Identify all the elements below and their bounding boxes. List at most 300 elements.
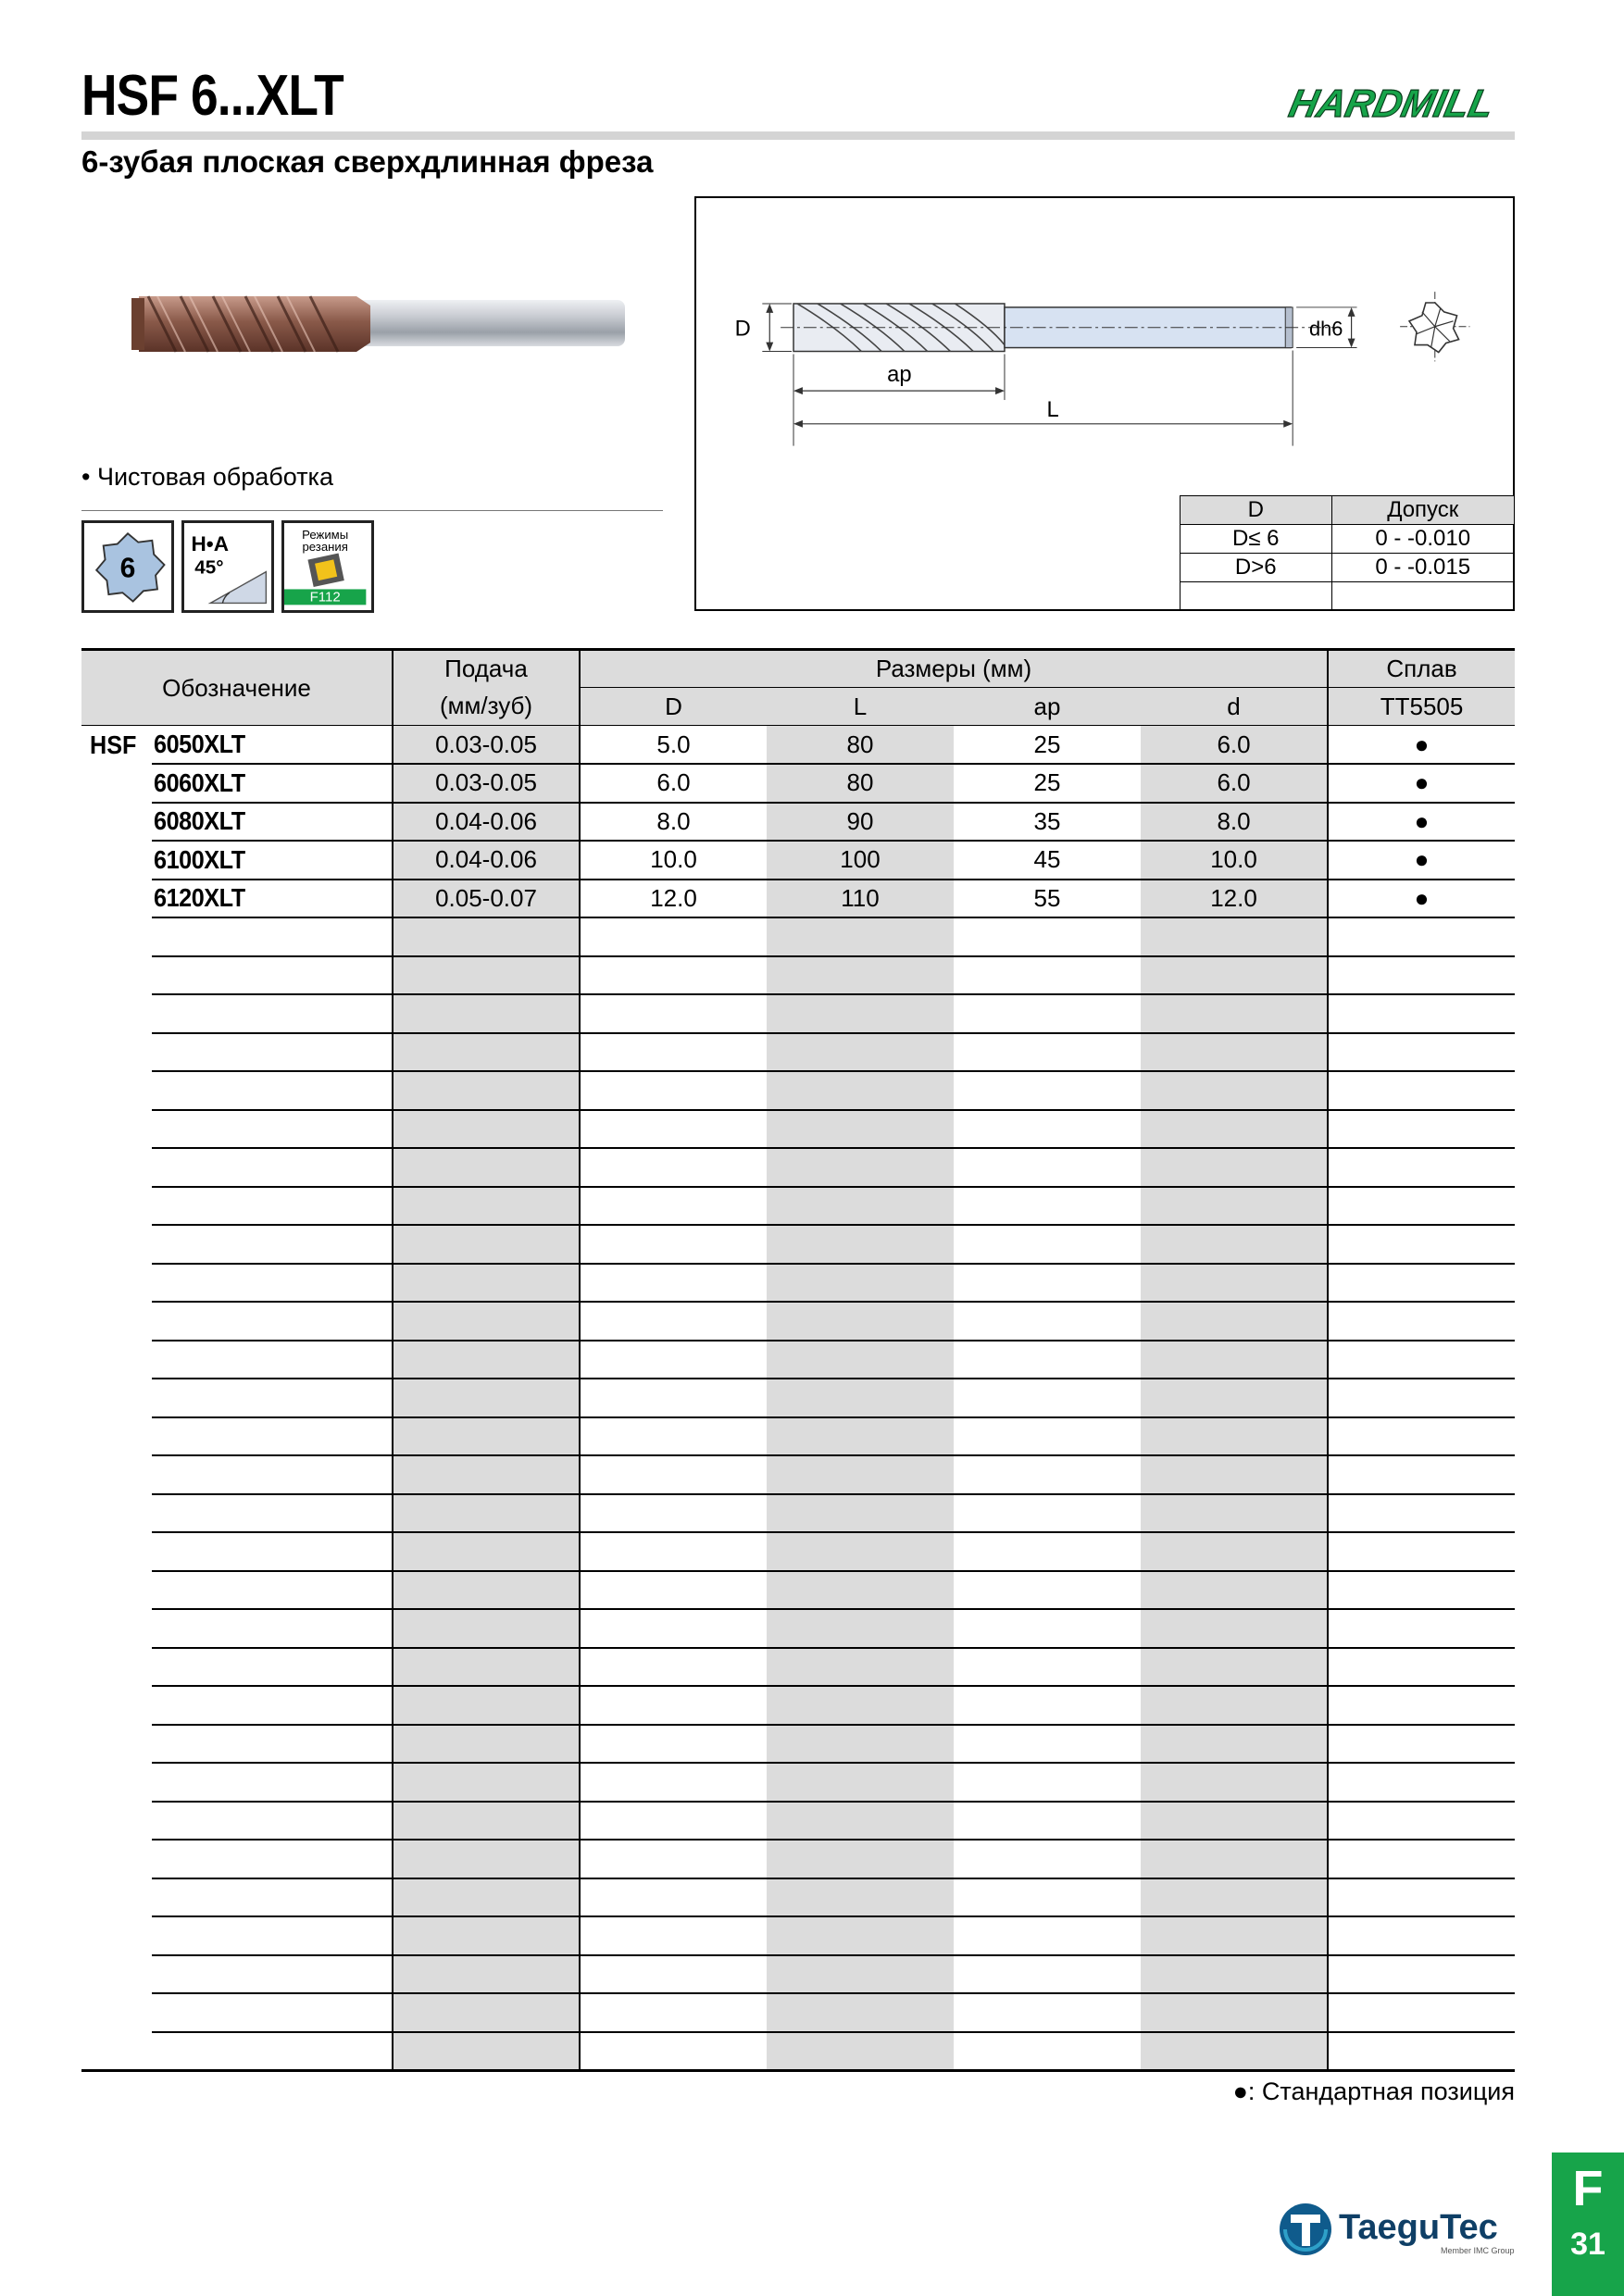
row-prefix xyxy=(81,1878,152,1917)
brand-subtitle: Member IMC Group xyxy=(1441,2246,1515,2255)
grade-availability-cell xyxy=(1328,1993,1515,2032)
designation-cell xyxy=(152,917,393,956)
diameter-cell xyxy=(580,1071,767,1110)
ap-cell xyxy=(954,1609,1141,1648)
grade-availability-cell-text: ● xyxy=(1414,730,1430,758)
diameter-cell xyxy=(580,1763,767,1802)
ap-cell xyxy=(954,726,1141,765)
helix-angle-icon xyxy=(181,520,274,613)
table-row xyxy=(81,1686,1515,1725)
ap-cell xyxy=(954,1417,1141,1456)
tol-header-d: D xyxy=(1181,496,1332,525)
shank-diameter-cell xyxy=(1141,917,1328,956)
feed-cell xyxy=(393,956,580,995)
diameter-cell xyxy=(580,726,767,765)
ap-cell-text: 25 xyxy=(1033,768,1061,797)
diameter-cell-text: 5.0 xyxy=(656,730,691,758)
cutting-label-top: Режимы xyxy=(302,527,349,542)
table-row xyxy=(81,1571,1515,1610)
shank-diameter-cell-text: 12.0 xyxy=(1210,883,1257,912)
feed-cell xyxy=(393,726,580,765)
ap-cell xyxy=(954,1955,1141,1994)
shank-diameter-cell xyxy=(1141,1071,1328,1110)
table-row xyxy=(81,1648,1515,1687)
row-prefix xyxy=(81,1033,152,1072)
feed-cell xyxy=(393,1955,580,1994)
table-row xyxy=(81,994,1515,1033)
designation-cell-text: 6080XLT xyxy=(154,806,245,836)
helix-label: H•A xyxy=(191,532,229,556)
table-row xyxy=(81,1955,1515,1994)
row-prefix xyxy=(81,1648,152,1687)
designation-cell xyxy=(152,1571,393,1610)
feed-cell xyxy=(393,1225,580,1264)
feed-cell xyxy=(393,1571,580,1610)
length-cell xyxy=(767,1648,954,1687)
shank-diameter-cell xyxy=(1141,1148,1328,1187)
ap-cell xyxy=(954,1341,1141,1379)
diameter-cell xyxy=(580,1648,767,1687)
shank-diameter-cell xyxy=(1141,1033,1328,1072)
feed-cell xyxy=(393,1417,580,1456)
row-prefix xyxy=(81,1071,152,1110)
tol-header-tolerance: Допуск xyxy=(1331,496,1515,525)
shank-diameter-cell xyxy=(1141,1725,1328,1764)
row-prefix xyxy=(81,1455,152,1494)
section-letter: F xyxy=(1572,2161,1604,2216)
shank-diameter-cell xyxy=(1141,1648,1328,1687)
table-row xyxy=(81,1148,1515,1187)
shank-diameter-cell xyxy=(1141,726,1328,765)
row-prefix xyxy=(81,1571,152,1610)
length-cell xyxy=(767,1379,954,1417)
row-prefix xyxy=(81,1264,152,1303)
feed-cell xyxy=(393,1686,580,1725)
diameter-cell xyxy=(580,764,767,803)
table-row xyxy=(81,1532,1515,1571)
table-row xyxy=(81,1802,1515,1841)
row-prefix xyxy=(81,994,152,1033)
row-prefix xyxy=(81,1802,152,1841)
length-cell xyxy=(767,956,954,995)
table-row xyxy=(81,1264,1515,1303)
feed-cell xyxy=(393,1455,580,1494)
grade-availability-cell xyxy=(1328,1187,1515,1226)
table-row xyxy=(81,1033,1515,1072)
shank-diameter-cell xyxy=(1141,1264,1328,1303)
length-cell-text: 80 xyxy=(846,768,874,797)
table-row xyxy=(81,1341,1515,1379)
table-row xyxy=(81,1993,1515,2032)
ap-cell xyxy=(954,1302,1141,1341)
feed-cell-text: 0.03-0.05 xyxy=(435,730,537,758)
grade-availability-cell xyxy=(1328,1955,1515,1994)
designation-cell xyxy=(152,1187,393,1226)
length-cell xyxy=(767,1033,954,1072)
row-prefix xyxy=(81,1532,152,1571)
ap-cell xyxy=(954,1802,1141,1841)
length-cell xyxy=(767,1148,954,1187)
feed-cell xyxy=(393,1878,580,1917)
length-cell xyxy=(767,1341,954,1379)
feed-cell xyxy=(393,1071,580,1110)
diameter-cell xyxy=(580,994,767,1033)
grade-availability-cell xyxy=(1328,1417,1515,1456)
feed-cell-text: 0.05-0.07 xyxy=(435,883,537,912)
length-cell xyxy=(767,1571,954,1610)
header-grade-code: TT5505 xyxy=(1328,688,1515,726)
diameter-cell xyxy=(580,1302,767,1341)
feed-cell xyxy=(393,1840,580,1878)
length-cell xyxy=(767,1993,954,2032)
length-cell xyxy=(767,1071,954,1110)
header-designation: Обозначение xyxy=(81,650,393,726)
table-row xyxy=(81,1417,1515,1456)
diameter-cell-text: 10.0 xyxy=(650,845,697,874)
feed-cell xyxy=(393,803,580,842)
designation-cell xyxy=(152,1225,393,1264)
ap-cell xyxy=(954,917,1141,956)
grade-availability-cell xyxy=(1328,1148,1515,1187)
diameter-cell xyxy=(580,1609,767,1648)
feed-cell-text: 0.04-0.06 xyxy=(435,806,537,835)
ap-cell xyxy=(954,1033,1141,1072)
designation-cell xyxy=(152,841,393,880)
length-cell-text: 110 xyxy=(841,883,880,912)
feed-cell xyxy=(393,1725,580,1764)
grade-availability-cell xyxy=(1328,1571,1515,1610)
feed-cell-text: 0.04-0.06 xyxy=(435,845,537,874)
designation-cell xyxy=(152,1148,393,1187)
length-cell xyxy=(767,1417,954,1456)
shank-diameter-cell xyxy=(1141,1609,1328,1648)
designation-cell-text: 6050XLT xyxy=(154,730,245,758)
shank-diameter-cell xyxy=(1141,1802,1328,1841)
row-prefix xyxy=(81,1341,152,1379)
length-cell-text: 100 xyxy=(840,845,881,874)
designation-cell xyxy=(152,1840,393,1878)
diameter-cell xyxy=(580,1379,767,1417)
grade-availability-cell xyxy=(1328,1071,1515,1110)
length-cell xyxy=(767,1840,954,1878)
table-row xyxy=(81,1455,1515,1494)
ap-cell xyxy=(954,1379,1141,1417)
designation-cell xyxy=(152,994,393,1033)
ap-cell xyxy=(954,1455,1141,1494)
ap-cell xyxy=(954,1225,1141,1264)
designation-cell xyxy=(152,1071,393,1110)
row-prefix xyxy=(81,1110,152,1149)
row-prefix xyxy=(81,2032,152,2071)
row-prefix xyxy=(81,880,152,918)
diameter-cell xyxy=(580,1878,767,1917)
grade-availability-cell xyxy=(1328,1916,1515,1955)
table-row xyxy=(81,1494,1515,1533)
diameter-cell xyxy=(580,1802,767,1841)
cutting-page-ref: F112 xyxy=(309,589,341,605)
length-cell xyxy=(767,880,954,918)
ap-cell xyxy=(954,1840,1141,1878)
grade-availability-cell xyxy=(1328,1725,1515,1764)
shank-diameter-cell xyxy=(1141,1379,1328,1417)
grade-availability-cell xyxy=(1328,803,1515,842)
diameter-cell xyxy=(580,1993,767,2032)
row-prefix xyxy=(81,1148,152,1187)
diameter-cell xyxy=(580,1840,767,1878)
hardmill-logo xyxy=(1276,74,1517,131)
designation-cell xyxy=(152,2032,393,2071)
header-feed-unit: (мм/зуб) xyxy=(393,688,580,726)
header-col-ap: ap xyxy=(954,688,1141,726)
grade-availability-cell xyxy=(1328,917,1515,956)
grade-availability-cell-text: ● xyxy=(1414,806,1430,835)
grade-availability-cell xyxy=(1328,1225,1515,1264)
ap-cell xyxy=(954,880,1141,918)
tolerance-table xyxy=(1180,495,1515,611)
tol-range-2: D>6 xyxy=(1181,554,1332,582)
diameter-cell xyxy=(580,1264,767,1303)
table-row xyxy=(81,803,1515,842)
diameter-cell xyxy=(580,1110,767,1149)
tol-value-1: 0 - -0.010 xyxy=(1331,525,1515,554)
feed-cell xyxy=(393,1264,580,1303)
diameter-cell xyxy=(580,1532,767,1571)
designation-cell xyxy=(152,1955,393,1994)
shank-diameter-cell-text: 10.0 xyxy=(1210,845,1257,874)
diameter-cell xyxy=(580,1916,767,1955)
shank-diameter-cell-text: 6.0 xyxy=(1217,768,1251,797)
row-prefix xyxy=(81,1494,152,1533)
feed-cell xyxy=(393,1993,580,2032)
diameter-cell xyxy=(580,803,767,842)
grade-availability-cell xyxy=(1328,994,1515,1033)
feed-cell xyxy=(393,917,580,956)
feed-cell xyxy=(393,1494,580,1533)
shank-diameter-cell xyxy=(1141,880,1328,918)
table-row xyxy=(81,1916,1515,1955)
row-prefix xyxy=(81,1417,152,1456)
designation-cell xyxy=(152,1802,393,1841)
table-row xyxy=(81,956,1515,995)
feed-cell xyxy=(393,1148,580,1187)
length-cell xyxy=(767,1225,954,1264)
grade-availability-cell xyxy=(1328,841,1515,880)
table-row xyxy=(81,726,1515,765)
grade-availability-cell xyxy=(1328,2032,1515,2071)
shank-diameter-cell xyxy=(1141,1302,1328,1341)
designation-cell xyxy=(152,956,393,995)
cutting-conditions-icon xyxy=(281,520,374,613)
ap-cell xyxy=(954,841,1141,880)
shank-diameter-cell xyxy=(1141,956,1328,995)
table-row xyxy=(81,1878,1515,1917)
ap-cell xyxy=(954,1993,1141,2032)
grade-availability-cell-text: ● xyxy=(1414,845,1430,874)
grade-availability-cell xyxy=(1328,1648,1515,1687)
feed-cell xyxy=(393,1532,580,1571)
grade-availability-cell xyxy=(1328,764,1515,803)
feed-cell xyxy=(393,1379,580,1417)
ap-cell-text: 55 xyxy=(1033,883,1061,912)
row-prefix xyxy=(81,1993,152,2032)
ap-cell xyxy=(954,1148,1141,1187)
grade-availability-cell xyxy=(1328,1494,1515,1533)
diameter-cell xyxy=(580,1455,767,1494)
diameter-cell xyxy=(580,2032,767,2071)
grade-availability-cell xyxy=(1328,1840,1515,1878)
grade-availability-cell xyxy=(1328,1802,1515,1841)
header-feed xyxy=(393,650,580,688)
feed-cell xyxy=(393,1648,580,1687)
feed-cell xyxy=(393,880,580,918)
row-prefix xyxy=(81,1725,152,1764)
shank-diameter-cell xyxy=(1141,1916,1328,1955)
shank-diameter-cell xyxy=(1141,1110,1328,1149)
ap-cell xyxy=(954,1110,1141,1149)
diameter-cell xyxy=(580,1148,767,1187)
feed-cell xyxy=(393,1802,580,1841)
table-row xyxy=(81,1187,1515,1226)
length-cell xyxy=(767,1955,954,1994)
diameter-cell xyxy=(580,956,767,995)
row-prefix-text: HSF xyxy=(90,730,137,759)
row-prefix xyxy=(81,1379,152,1417)
length-cell xyxy=(767,1187,954,1226)
grade-availability-cell xyxy=(1328,1379,1515,1417)
ap-cell xyxy=(954,1763,1141,1802)
ap-cell xyxy=(954,1264,1141,1303)
diameter-cell xyxy=(580,1187,767,1226)
diameter-cell xyxy=(580,1417,767,1456)
feature-divider xyxy=(81,510,663,511)
grade-availability-cell xyxy=(1328,1264,1515,1303)
shank-diameter-cell xyxy=(1141,1532,1328,1571)
diameter-cell xyxy=(580,917,767,956)
row-prefix xyxy=(81,956,152,995)
table-row xyxy=(81,841,1515,880)
shank-diameter-cell-text: 6.0 xyxy=(1217,730,1251,758)
ap-cell xyxy=(954,1878,1141,1917)
diameter-cell xyxy=(580,880,767,918)
length-cell xyxy=(767,1455,954,1494)
grade-availability-cell-text: ● xyxy=(1414,883,1430,912)
length-cell xyxy=(767,1609,954,1648)
length-cell xyxy=(767,917,954,956)
designation-cell xyxy=(152,803,393,842)
diameter-cell-text: 12.0 xyxy=(650,883,697,912)
header-col-L: L xyxy=(767,688,954,726)
ap-cell xyxy=(954,1532,1141,1571)
length-cell xyxy=(767,1110,954,1149)
ap-cell xyxy=(954,1916,1141,1955)
row-prefix xyxy=(81,1302,152,1341)
length-cell xyxy=(767,1763,954,1802)
diameter-cell-text: 8.0 xyxy=(656,806,691,835)
grade-availability-cell-text: ● xyxy=(1414,768,1430,797)
feed-cell xyxy=(393,1609,580,1648)
feed-cell xyxy=(393,1110,580,1149)
feed-cell xyxy=(393,1302,580,1341)
length-cell xyxy=(767,1302,954,1341)
row-prefix xyxy=(81,1686,152,1725)
designation-cell xyxy=(152,726,393,765)
row-prefix xyxy=(81,841,152,880)
grade-availability-cell xyxy=(1328,1341,1515,1379)
table-row xyxy=(81,1379,1515,1417)
shank-diameter-cell xyxy=(1141,2032,1328,2071)
ap-cell xyxy=(954,1494,1141,1533)
feed-cell xyxy=(393,764,580,803)
length-cell xyxy=(767,994,954,1033)
designation-cell xyxy=(152,1417,393,1456)
ap-cell xyxy=(954,1571,1141,1610)
length-cell xyxy=(767,1494,954,1533)
diameter-cell xyxy=(580,1571,767,1610)
row-prefix xyxy=(81,764,152,803)
designation-cell xyxy=(152,1648,393,1687)
grade-availability-cell xyxy=(1328,1302,1515,1341)
ap-cell xyxy=(954,764,1141,803)
designation-cell xyxy=(152,1455,393,1494)
table-row xyxy=(81,1609,1515,1648)
header-feed-line1: Подача xyxy=(444,655,528,683)
shank-diameter-cell xyxy=(1141,1571,1328,1610)
diameter-cell xyxy=(580,1225,767,1264)
ap-cell xyxy=(954,1648,1141,1687)
grade-availability-cell xyxy=(1328,880,1515,918)
table-row xyxy=(81,1110,1515,1149)
length-cell xyxy=(767,726,954,765)
header-col-D: D xyxy=(580,688,767,726)
length-cell xyxy=(767,2032,954,2071)
diameter-cell-text: 6.0 xyxy=(656,768,691,797)
diameter-cell xyxy=(580,1341,767,1379)
feed-cell xyxy=(393,994,580,1033)
ap-cell xyxy=(954,956,1141,995)
grade-availability-cell xyxy=(1328,1455,1515,1494)
designation-cell xyxy=(152,1725,393,1764)
length-cell xyxy=(767,1878,954,1917)
grade-availability-cell xyxy=(1328,1110,1515,1149)
row-prefix xyxy=(81,726,152,765)
table-row xyxy=(81,1725,1515,1764)
designation-cell-text: 6060XLT xyxy=(154,767,245,797)
flutes-6-icon xyxy=(81,520,174,613)
table-row xyxy=(81,1763,1515,1802)
table-row xyxy=(81,764,1515,803)
feed-cell xyxy=(393,1033,580,1072)
length-cell-text: 90 xyxy=(846,806,874,835)
shank-diameter-cell xyxy=(1141,803,1328,842)
ap-cell xyxy=(954,803,1141,842)
designation-cell xyxy=(152,764,393,803)
row-prefix xyxy=(81,1955,152,1994)
cutting-label-mid: резания xyxy=(302,540,348,555)
diameter-cell xyxy=(580,1494,767,1533)
row-prefix xyxy=(81,1916,152,1955)
length-cell xyxy=(767,1802,954,1841)
designation-cell xyxy=(152,1494,393,1533)
diameter-cell xyxy=(580,1033,767,1072)
length-cell-text: 80 xyxy=(846,730,874,758)
length-cell xyxy=(767,1725,954,1764)
diameter-cell xyxy=(580,1686,767,1725)
spec-table-body xyxy=(81,726,1515,2071)
grade-availability-cell xyxy=(1328,726,1515,765)
ap-cell-text: 45 xyxy=(1033,845,1061,874)
feed-cell xyxy=(393,841,580,880)
designation-cell xyxy=(152,1609,393,1648)
